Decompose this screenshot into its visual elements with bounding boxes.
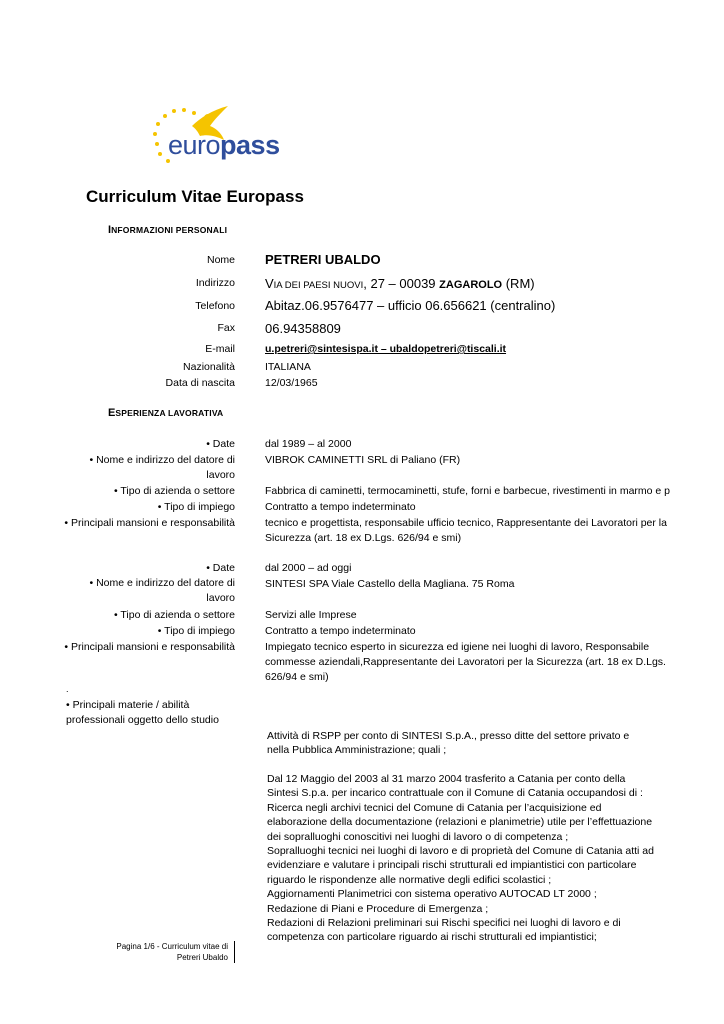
job1-duties: tecnico e progettista, responsabile ufficio tecnico, Rappresentante dei Lavoratori per la Sicurezza (art. 18 ex D.Lgs. 626/94 e smi) (265, 517, 667, 544)
fax-label: Fax (217, 322, 235, 334)
study-line-3: Sopralluoghi tecnici nei luoghi di lavoro e di proprietà del Comune di Catania atti ad evidenziare e valutare i principali rischi strutturali ed impiantistici con particolare riguardo le rispondenze alle normative degli edifici scolastici ; (267, 845, 654, 886)
email-value[interactable]: u.petreri@sintesispa.it – ubaldopetreri@tiscali.it (265, 343, 507, 355)
job1-type-label: • Tipo di impiego (157, 501, 235, 513)
job1-date-label: • Date (206, 438, 235, 450)
job2-date: dal 2000 – ad oggi (265, 562, 352, 574)
section-work-experience: ESPERIENZA LAVORATIVA (108, 407, 224, 419)
birth-label: Data di nascita (165, 377, 235, 389)
study-line-5: Redazione di Piani e Procedure di Emergenza ; (267, 902, 489, 915)
phone-value: Abitaz.06.9576477 – ufficio 06.656621 (centralino) (265, 298, 556, 313)
job2-employer-label: • Nome e indirizzo del datore di lavoro (89, 577, 235, 604)
job2-duties-label: • Principali mansioni e responsabilità (64, 641, 235, 653)
phone-label: Telefono (195, 300, 235, 312)
job2-date-label: • Date (206, 562, 235, 574)
study-line-4: Aggiornamenti Planimetrici con sistema operativo AUTOCAD LT 2000 ; (267, 888, 597, 901)
name-label: Nome (206, 254, 235, 266)
study-line-6: Redazioni di Relazioni preliminari sui Rischi specifici nei luoghi di lavoro e di competenza con particolare riguardo ai rischi strutturali ed impiantistici; (267, 917, 621, 944)
job2-employer: SINTESI SPA Viale Castello della Magliana. 75 Roma (265, 578, 515, 590)
address-value: VIA DEI PAESI NUOVI, 27 – 00039 ZAGAROLO (RM) (265, 276, 535, 291)
fax-value: 06.94358809 (265, 321, 341, 336)
job2-sector: Servizi alle Imprese (265, 609, 357, 621)
europass-wordmark: europass (168, 130, 280, 160)
footer-line-2: Petreri Ubaldo (176, 953, 228, 962)
cv-title: Curriculum Vitae Europass (86, 187, 304, 206)
study-line-2: Ricerca negli archivi tecnici del Comune di Catania per l’acquisizione ed elaborazione della documentazione (relazioni e planimetrie) utile per l’effettuazione dei sopralluoghi conoscitivi nei luoghi di lavoro o di competenza ; (267, 801, 653, 843)
job1-sector-label: • Tipo di azienda o settore (113, 485, 235, 497)
job2-type: Contratto a tempo indeterminato (265, 625, 416, 637)
address-label: Indirizzo (195, 277, 235, 289)
study-subjects-label: • Principali materie / abilità professionali oggetto dello studio (66, 699, 219, 726)
birth-value: 12/03/1965 (265, 377, 318, 389)
page-footer (100, 941, 228, 963)
study-line-1: Dal 12 Maggio del 2003 al 31 marzo 2004 trasferito a Catania per conto della Sintesi S.p.a. per incarico contrattuale con il Comune di Catania occupandosi di : (267, 773, 643, 800)
job2-duties: Impiegato tecnico esperto in sicurezza ed igiene nei luoghi di lavoro, Responsabile commesse aziendali,Rappresentante dei Lavoratori per la Sicurezza (art. 18 ex D.Lgs. 626/94 e smi) (265, 641, 666, 683)
email-label: E-mail (205, 343, 235, 355)
europass-logo (150, 104, 280, 170)
section-personal-info: INFORMAZIONI PERSONALI (108, 224, 228, 236)
nationality-label: Nazionalità (183, 361, 235, 373)
job1-employer-label: • Nome e indirizzo del datore di lavoro (89, 454, 235, 481)
job2-sector-label: • Tipo di azienda o settore (113, 609, 235, 621)
job1-employer: VIBROK CAMINETTI SRL di Paliano (FR) (265, 454, 461, 466)
job1-duties-label: • Principali mansioni e responsabilità (64, 517, 235, 529)
nationality-value: ITALIANA (265, 361, 311, 373)
stray-dot: . (66, 684, 69, 694)
job1-date: dal 1989 – al 2000 (265, 438, 352, 450)
name-value: PETRERI UBALDO (265, 252, 381, 267)
job1-sector: Fabbrica di caminetti, termocaminetti, stufe, forni e barbecue, rivestimenti in marmo e p (265, 485, 670, 497)
footer-divider (234, 941, 235, 963)
job2-type-label: • Tipo di impiego (157, 625, 235, 637)
study-para2 (267, 772, 657, 945)
job1-type: Contratto a tempo indeterminato (265, 501, 416, 513)
footer-line-1: Pagina 1/6 - Curriculum vitae di (116, 942, 228, 951)
study-para1: Attività di RSPP per conto di SINTESI S.p.A., presso ditte del settore privato e nella Pubblica Amministrazione; quali ; (267, 730, 630, 757)
